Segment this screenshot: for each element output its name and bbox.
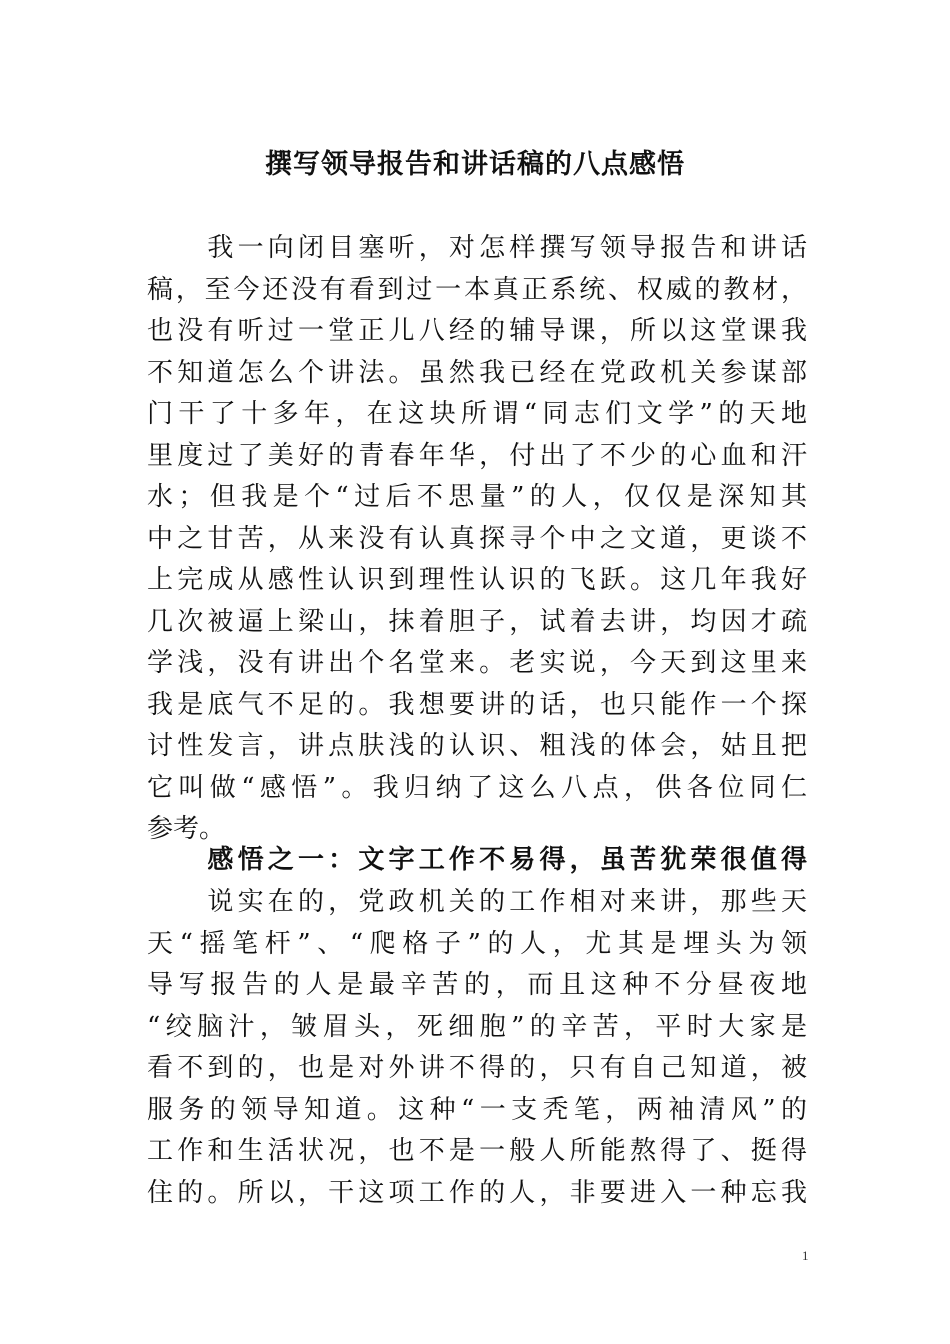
section-heading-1 bbox=[147, 840, 807, 882]
text-line: 几次被逼上梁山，抹着胆子，试着去讲，均因才疏 bbox=[147, 606, 807, 637]
text-line: 我是底气不足的。我想要讲的话，也只能作一个探 bbox=[147, 689, 807, 720]
text-line: 中之甘苦，从来没有认真探寻个中之文道，更谈不 bbox=[147, 523, 807, 554]
text-line: 里度过了美好的青春年华，付出了不少的心血和汗 bbox=[147, 440, 807, 471]
page-number: 1 bbox=[802, 1248, 809, 1263]
text-line: 门干了十多年，在这块所谓“同志们文学”的天地 bbox=[147, 399, 807, 429]
text-line: “绞脑汁，皱眉头，死细胞”的辛苦，平时大家是 bbox=[147, 1011, 807, 1042]
section-heading-text: 感悟之一：文字工作不易得，虽苦犹荣很值得 bbox=[147, 845, 807, 875]
text-line: 导写报告的人是最辛苦的，而且这种不分昼夜地 bbox=[147, 970, 807, 1000]
text-line: 稿，至今还没有看到过一本真正系统、权威的教材， bbox=[147, 274, 807, 305]
text-line: 不知道怎么个讲法。虽然我已经在党政机关参谋部 bbox=[147, 357, 807, 388]
paragraph-intro bbox=[147, 228, 807, 851]
text-line: 参考。 bbox=[147, 814, 226, 844]
text-line: 住的。所以，干这项工作的人，非要进入一种忘我 bbox=[147, 1177, 807, 1208]
text-line: 说实在的，党政机关的工作相对来讲，那些天 bbox=[147, 887, 807, 917]
text-line: 天“摇笔杆”、“爬格子”的人，尤其是埋头为领 bbox=[147, 928, 807, 959]
paragraph-section-1 bbox=[147, 882, 807, 1214]
text-line: 看不到的，也是对外讲不得的，只有自己知道，被 bbox=[147, 1053, 807, 1083]
text-line: 学浅，没有讲出个名堂来。老实说，今天到这里来 bbox=[147, 648, 807, 678]
text-line: 讨性发言，讲点肤浅的认识、粗浅的体会，姑且把 bbox=[147, 731, 807, 761]
document-title: 撰写领导报告和讲话稿的八点感悟 bbox=[265, 149, 685, 180]
text-line: 工作和生活状况，也不是一般人所能熬得了、挺得 bbox=[147, 1136, 807, 1166]
text-line: 我一向闭目塞听，对怎样撰写领导报告和讲话 bbox=[147, 233, 807, 263]
text-line: 它叫做“感悟”。我归纳了这么八点，供各位同仁 bbox=[147, 772, 807, 803]
text-line: 上完成从感性认识到理性认识的飞跃。这几年我好 bbox=[147, 565, 807, 595]
text-line: 水；但我是个“过后不思量”的人，仅仅是深知其 bbox=[147, 482, 807, 512]
text-line: 服务的领导知道。这种“一支秃笔，两袖清风”的 bbox=[147, 1094, 807, 1125]
text-line: 也没有听过一堂正儿八经的辅导课，所以这堂课我 bbox=[147, 316, 807, 346]
